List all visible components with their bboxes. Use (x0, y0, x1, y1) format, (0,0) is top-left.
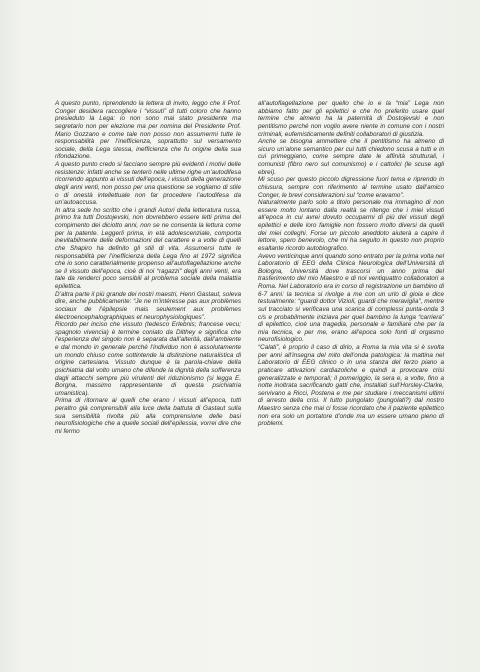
paragraph: “Calati”, è proprio il caso di dirlo, a Roma la mia vita si è svolta per anni all’insegna del mito dell’onda patologica: la mattina nel Laboratorio di EEG clinico o in una stanza del terzo piano a praticare attivazioni cardiazoliche e quindi a provocare crisi generalizzate e temporali; il pomeriggio, la sera e, a volte, fino a notte inoltrata sacrificando gatti che, installati sull’Horsley-Clarke, servivano a Ricci, Postena e me per studiare i meccanismi ultimi di arresto della crisi. Il tutto pungolato (pungolati?) dal nostro Maestro senza che mai ci fosse ricordato che il paziente epilettico non era solo un portatore d’onde ma un essere umano pieno di problemi. (258, 344, 444, 428)
paragraph: Avevo venticinque anni quando sono entrato per la prima volta nel Laboratorio di EEG della Clinica Neurologica dell’Università di Bologna, Università dove trascorsi un anno prima del trasferimento del mio Maestro e di noi ventiquattro collaboratori a Roma. Nel Laboratorio era in corso di registrazione un bambino di 6-7 anni: la tecnica si rivolge a me con un urlo di gioia e dice testualmente: “guardi dottor Vizioli, guardi che meraviglia”, mentre sul tracciato si verificava una scarica di complessi punta-onda 3 c/s e probabilmente iniziava per quel bambino la lunga “carriera” di epilettico, cioè una tragedia, personale e familiare che per la mia tecnica, e per me, erano all’epoca solo fonti di orgasmo neurofisiologico. (258, 252, 444, 344)
paragraph: A questo punto, riprendendo la lettera di invito, leggo che il Prof. Conger desidera raccogliere i “vissuti” di tutti coloro che hanno presieduto la Lega: io non sono mai stato presidente ma segretario non per elezione ma per nomina del Presidente Prof. Mario Gozzano e come tale non posso non assumermi tutte le responsabilità per l’inefficienza, soprattutto sul versamento sociale, della Lega stessa, inefficienza che fu origine della sua rifondazione. (55, 100, 241, 161)
paragraph: Prima di ritornare ai quelli che erano i vissuti all’epoca, tutti peraltro già comprensibili alla luce della battuta di Gastaut sulla sua sensibilità rivolta più alla comprensione delle basi neurofisiologiche che a quelle sociali dell’epilessia, vorrei dire che mi fermo (55, 397, 241, 435)
paragraph: Naturalmente parlo solo a titolo personale ma immagino di non essere molto lontano dalla realtà se ritengo che i miei vissuti all’epoca in cui avrei dovuto occuparmi di più dei vissuti degli epilettici e delle loro famiglie non fossero molto diversi da quelli dei miei colleghi. Forse un piccolo aneddoto aiuterà a capire il lettore, spero benevolo, che mi ha seguito in questo non proprio esaltante ricordo autobiografico. (258, 199, 444, 252)
left-text-column (55, 100, 241, 436)
paragraph: Anche se bisogna ammettere che il pentitismo ha almeno di sicuro un’alone semantico per cui tutti chiedono scusa a tutti e in cui primeggiano, come sempre date le affinità strutturali, i comunisti (fibro nero sul comunismo) e i cattolici (le scuse agli ebrei). (258, 138, 444, 176)
paragraph: Mi scuso per questo piccolo digressione fuori tema e riprendo in chiusura, sempre con riferimento al termine usato dall’amico Conger, le brevi considerazioni sul “come eravamo”. (258, 176, 444, 199)
paragraph: Ricordo per inciso che vissuto (tedesco Erlebnis; francese vecu; spagnolo vivencia) è termine coniato da Dilthey e significa che l’esperienza del singolo non è separata dall’alterità, dall’ambiente e dal mondo in generale perché l’individuo non è assolutamente un mondo chiuso come sottintende la distinzione naturalistica di origine cartesiana. Vissuto dunque è la parola-chiave della psichiatria dal volto umano che difende la dignità della sofferenza dagli attacchi sempre più virulenti del riduzionismo (si legga E. Borgna, massimo rappresentante di questa psichiatria umanistica). (55, 321, 241, 397)
paragraph: D’altra parte il più grande dei nostri maestri, Henri Gastaut, soleva dire, anche pubblicamente: “Je ne m’intéresse pas aux problèmes sociaux de l’épilepsie mais seulement aux problèmes électroencephalographiques et neurophysiologiques”. (55, 290, 241, 321)
paragraph: In altra sede ho scritto che i grandi Autori della letteratura russa, primo fra tutti Dostojevski, non dovrebbero essere letti prima del compimento dei diciotto anni, non se ne consenta la lettura come per la patente. Leggerli prima, in età adolescenziale, comporta inevitabilmente delle deformazioni del carattere e a volte di quelli che Shapiro ha definito gli stili di vita. Assumersi tutte le responsabilità per l’inefficienza della Lega fino al 1972 significa che io sono caratterialmente propenso all’autoflagellazione anche se il vissuto dell’epoca, cioè di noi “ragazzi” degli anni venti, era tale da renderci poco sensibili al problema sociale della malattia epilettica. (55, 206, 241, 290)
paragraph: all’autoflagellazione per quello che io e la “mia” Lega non abbiamo fatto per gli epilettici e che ho preferito usare quel termine che almeno ha la paternità di Dostojevski e non pentitismo perché non voglio avere niente in comune con i nostri criminali, eufemisticamente definiti collaboratori di giustizia. (258, 100, 444, 138)
right-text-column (258, 100, 444, 428)
paragraph: A questo punto credo si facciano sempre più evidenti i motivi delle resistenze: infatti anche se tenterò nelle ultime righe un’autodifesa ricorrendo appunto ai vissuti dell’epoca, i vissuti della generazione degli anni venti, non posso per una questione se vogliamo di stile o di onestà intellettuale non far procedere l’autodifesa da un’autoaccusa. (55, 161, 241, 207)
